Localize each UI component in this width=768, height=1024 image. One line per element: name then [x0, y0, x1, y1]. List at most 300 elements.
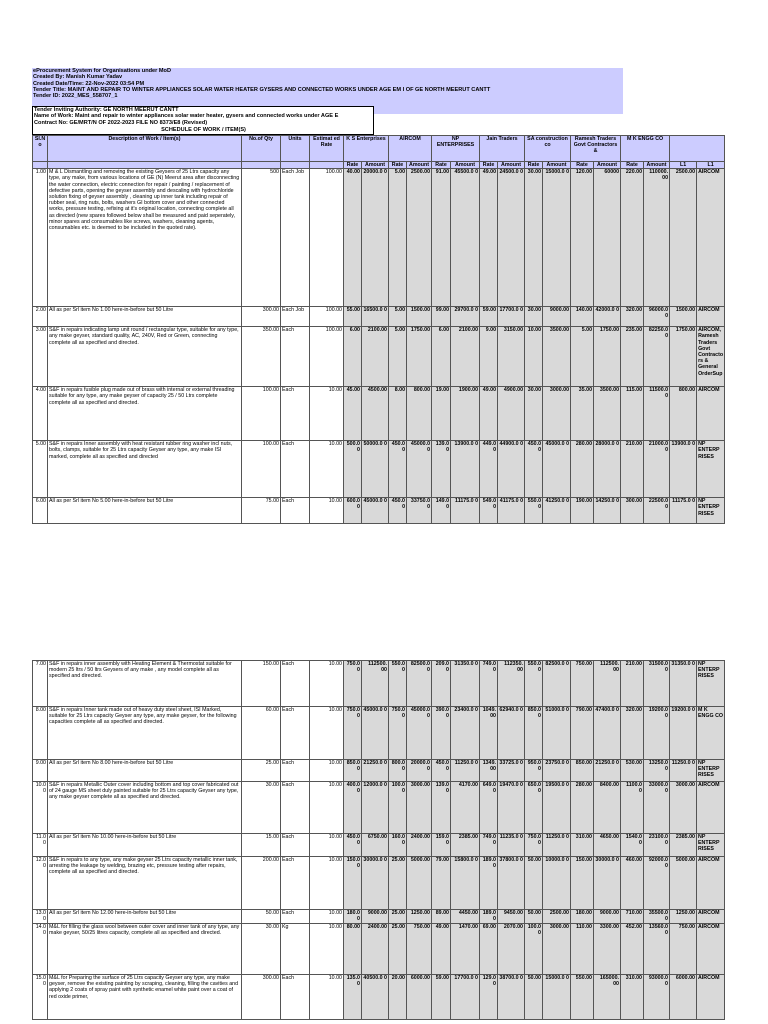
table-row — [33, 760, 725, 782]
cell-units: Each — [281, 441, 310, 498]
cell-rate: 450.00 — [344, 834, 362, 857]
cell-amount: 1900.00 — [451, 387, 480, 441]
cell-rate: 40.00 — [344, 169, 362, 307]
cell-amount: 11250.0 0 — [543, 834, 571, 857]
cell-amount: 8400.00 — [594, 782, 621, 834]
cell-rate: 6.00 — [344, 327, 362, 387]
cell-qty: 150.00 — [242, 661, 281, 707]
cell-rate: 100.0 0 — [389, 782, 407, 834]
cell-l1-amount: 5000.00 — [670, 857, 697, 910]
cell-rate: 280.00 — [571, 441, 594, 498]
cell-amount: 165000. 00 — [594, 975, 621, 1020]
cell-amount: 17700.0 0 — [451, 975, 480, 1020]
cell-rate: 850.00 — [525, 707, 543, 760]
cell-l1-amount: 1250.00 — [670, 910, 697, 924]
cell-estimated-rate: 10.00 — [310, 857, 344, 910]
cell-amount: 22500.0 0 — [644, 498, 670, 524]
cell-rate: 450.0 0 — [389, 441, 407, 498]
cell-rate: 120.00 — [571, 169, 594, 307]
cell-l1-name: AIRCOM — [697, 307, 725, 327]
cell-amount: 2070.00 — [498, 924, 525, 975]
cell-slno: 10.0 0 — [33, 782, 48, 834]
cell-amount: 16500.0 0 — [362, 307, 389, 327]
cell-rate: 750.00 — [344, 707, 362, 760]
cell-amount: 110000. 00 — [644, 169, 670, 307]
cell-description: All as per Srl item No 1.00 here-in-before but 50 Litre — [48, 307, 242, 327]
cell-amount: 112500. 00 — [362, 661, 389, 707]
cell-amount: 6750.00 — [362, 834, 389, 857]
cell-amount: 24500.0 0 — [498, 169, 525, 307]
cell-description: S&F in repairs Inner assembly with heat resistant rubber ring washer incl nuts, bolts, clamps, suitable for 25 Ltrs capacity Geyser any type, any make ISI marked, complete all as specified and directed — [48, 441, 242, 498]
cell-amount: 33750.0 0 — [407, 498, 432, 524]
cell-rate: 159.00 — [432, 834, 451, 857]
cell-qty: 30.00 — [242, 924, 281, 975]
col-header-bidder: K S Enterprises — [344, 136, 389, 162]
cell-amount: 17700.0 0 — [498, 307, 525, 327]
cell-rate: 35.00 — [571, 387, 594, 441]
cell-rate: 235.00 — [621, 327, 644, 387]
cell-amount: 45000.0 0 — [407, 441, 432, 498]
table-row — [33, 327, 725, 387]
cell-slno: 7.00 — [33, 661, 48, 707]
cell-amount: 50000.0 0 — [362, 441, 389, 498]
cell-amount: 3000.00 — [543, 387, 571, 441]
cell-description: S&F in repairs indicating lamp unit round / rectangular type, suitable for any type, any make geyser, standard quality, AC, 240V, Red or Green, connecting complete all as specified and directed. — [48, 327, 242, 387]
contract-no: Contract No: GE/MRT/N OF 2022-2023 FILE NO 8373/E8 (Revised) — [32, 120, 374, 128]
cell-rate: 300.00 — [621, 498, 644, 524]
cell-rate: 550.00 — [525, 498, 543, 524]
table-row — [33, 782, 725, 834]
col-subheader-amount: Amount — [543, 162, 571, 169]
cell-l1-name: NP ENTERP RISES — [697, 441, 725, 498]
cell-rate: 390.00 — [432, 707, 451, 760]
cell-rate: 99.00 — [432, 307, 451, 327]
cell-amount: 23750.0 0 — [543, 760, 571, 782]
cell-amount: 19500.0 0 — [543, 782, 571, 834]
cell-amount: 15000.0 0 — [543, 169, 571, 307]
tender-authority: Tender Inviting Authority: GE NORTH MEERUT CANTT — [32, 106, 374, 115]
cell-rate: 280.00 — [571, 782, 594, 834]
col-subheader-blank — [48, 162, 242, 169]
cell-amount: 4170.00 — [451, 782, 480, 834]
cell-description: S&F in repairs Inner tank made out of heavy duty steel sheet, ISI Marked, suitable for 25 Ltrs capacity Geyser any type, any make geyser, for the following capacities complete all as specified and directed. — [48, 707, 242, 760]
cell-amount: 45000.0 0 — [543, 441, 571, 498]
cell-l1-name: NP ENTERP RISES — [697, 834, 725, 857]
cell-rate: 8.00 — [389, 387, 407, 441]
cell-rate: 790.00 — [571, 707, 594, 760]
cell-rate: 749.0 0 — [480, 834, 498, 857]
cell-rate: 530.00 — [621, 760, 644, 782]
col-subheader-blank — [242, 162, 281, 169]
col-subheader-l1: L1 — [670, 162, 697, 169]
created-by: Created By: Manish Kumar Yadav — [33, 74, 123, 81]
cell-amount: 9450.00 — [498, 910, 525, 924]
cell-amount: 9000.00 — [543, 307, 571, 327]
cell-l1-amount: 3000.00 — [670, 782, 697, 834]
col-subheader-amount: Amount — [498, 162, 525, 169]
cell-units: Each — [281, 327, 310, 387]
col-header-bidder: NP ENTERPRISES — [432, 136, 480, 162]
col-subheader-blank — [310, 162, 344, 169]
table-row — [33, 707, 725, 760]
cell-description: All as per Srl item No 10.00 here-in-before but 50 Litre — [48, 834, 242, 857]
cell-estimated-rate: 100.00 — [310, 169, 344, 307]
cell-rate: 25.00 — [389, 924, 407, 975]
cell-amount: 2400.00 — [362, 924, 389, 975]
cell-l1-name: AIRCOM — [697, 857, 725, 910]
cell-rate: 49.00 — [480, 387, 498, 441]
cell-rate: 100.00 — [525, 924, 543, 975]
cell-amount: 44900.0 0 — [498, 441, 525, 498]
cell-units: Each — [281, 857, 310, 910]
cell-amount: 1750.00 — [594, 327, 621, 387]
cell-amount: 29700.0 0 — [451, 307, 480, 327]
header-row — [33, 136, 725, 162]
cell-amount: 96000.0 0 — [644, 307, 670, 327]
cell-l1-amount: 13900.0 0 — [670, 441, 697, 498]
cell-rate: 5.00 — [389, 169, 407, 307]
cell-qty: 60.00 — [242, 707, 281, 760]
col-subheader-rate: Rate — [571, 162, 594, 169]
cell-amount: 1750.00 — [407, 327, 432, 387]
cell-rate: 210.00 — [621, 661, 644, 707]
cell-description: M & L Dismantling and removing the existing Geysers of 25 Ltrs capacity any type, any make, from various locations of GE (N) Meerut area after disconnecting the water connection, electric connection for repair / painting / replacement of defective parts, opening the geyser assembly and descaling with hydrochloride solution fixing of geyser assembly , cleaning up inner tank including repair of rubber seal, ring nuts, bolts, washers GI bottom cover and other connected works, pressure testing, refixing at it's original location, connecting complete all as directed (new spares followed below shall be measured and paid seperately, minor spares and consumables like screws, washers, cleaning agents, consumables etc. is deemed to be included in the quoted rate). — [48, 169, 242, 307]
cell-units: Each — [281, 975, 310, 1020]
cell-qty: 75.00 — [242, 498, 281, 524]
cell-rate: 5.00 — [389, 307, 407, 327]
cell-l1-amount: 11250.0 0 — [670, 760, 697, 782]
cell-slno: 9.00 — [33, 760, 48, 782]
cell-rate: 180.00 — [571, 910, 594, 924]
cell-rate: 59.00 — [480, 307, 498, 327]
tender-title: Tender Title: MAINT AND REPAIR TO WINTER APPLIANCES SOLAR WATER HEATER GYSERS AND CONNECTED WORKS UNDER AGE EM I OF GE NORTH MEERUT CANTT — [33, 86, 491, 93]
cell-estimated-rate: 10.00 — [310, 975, 344, 1020]
cell-estimated-rate: 10.00 — [310, 441, 344, 498]
cell-rate: 79.00 — [432, 857, 451, 910]
cell-amount: 3500.00 — [594, 387, 621, 441]
cell-rate: 310.00 — [621, 975, 644, 1020]
cell-amount: 14250.0 0 — [594, 498, 621, 524]
col-header-bidder: SA construction co — [525, 136, 571, 162]
cell-rate: 750.00 — [344, 661, 362, 707]
cell-estimated-rate: 10.00 — [310, 782, 344, 834]
cell-rate: 139.00 — [432, 782, 451, 834]
col-header-bidder: Jain Traders — [480, 136, 525, 162]
cell-amount: 4500.00 — [362, 387, 389, 441]
cell-amount: 1250.00 — [407, 910, 432, 924]
cell-qty: 50.00 — [242, 910, 281, 924]
table-row — [33, 857, 725, 910]
cell-qty: 300.00 — [242, 975, 281, 1020]
cell-amount: 4450.00 — [451, 910, 480, 924]
cell-rate: 30.00 — [525, 387, 543, 441]
cell-rate: 25.00 — [389, 910, 407, 924]
cell-amount: 4900.00 — [498, 387, 525, 441]
cell-rate: 209.00 — [432, 661, 451, 707]
cell-description: M&L for Preparing the surface of 25 Ltrs capacity Geyser any type, any make geyser, remove the existing painting by scraping, cleaning, filling the cavities and applying 2 coats of spray paint with synthetic enamel white paint over a coat of red oxide primer, — [48, 975, 242, 1020]
cell-amount: 23100.0 0 — [644, 834, 670, 857]
cell-l1-name: AIRCOM — [697, 782, 725, 834]
table-row — [33, 834, 725, 857]
cell-slno: 15.0 0 — [33, 975, 48, 1020]
cell-amount: 13560.0 0 — [644, 924, 670, 975]
cell-amount: 82500.0 0 — [407, 661, 432, 707]
cell-l1-name: AIRCOM, Ramesh Traders Govt Contracto rs & General OrderSup — [697, 327, 725, 387]
table-row — [33, 169, 725, 307]
col-subheader-amount: Amount — [451, 162, 480, 169]
cell-units: Each Job — [281, 169, 310, 307]
cell-rate: 450.00 — [432, 760, 451, 782]
schedule-table-page2 — [32, 660, 725, 1020]
cell-estimated-rate: 100.00 — [310, 307, 344, 327]
cell-amount: 9000.00 — [594, 910, 621, 924]
cell-rate: 650.00 — [525, 782, 543, 834]
cell-amount: 51000.0 0 — [543, 707, 571, 760]
cell-description: M&L for filling the glass wool between outer cover and inner tank of any type, any make geyser, 50/25 litres capacity, complete all as specified and directed. — [48, 924, 242, 975]
cell-rate: 50.00 — [525, 857, 543, 910]
table-row — [33, 910, 725, 924]
cell-l1-name: AIRCOM — [697, 387, 725, 441]
cell-rate: 450.0 0 — [389, 498, 407, 524]
cell-l1-name: NP ENTERP RISES — [697, 760, 725, 782]
cell-rate: 91.00 — [432, 169, 451, 307]
system-title: eProcurement System for Organisations under MoD — [33, 68, 172, 74]
cell-amount: 21250.0 0 — [362, 760, 389, 782]
cell-amount: 20000.0 0 — [407, 760, 432, 782]
cell-rate: 800.0 0 — [389, 760, 407, 782]
cell-rate: 30.00 — [525, 307, 543, 327]
subheader-row — [33, 162, 725, 169]
cell-l1-amount: 2500.00 — [670, 169, 697, 307]
cell-description: S&F in repairs inner assembly with Heating Element & Thermostat suitable for modern 25 ltrs / 50 ltrs Geysers of any make , any model complete all as specified and directed. — [48, 661, 242, 707]
cell-l1-amount: 800.00 — [670, 387, 697, 441]
cell-l1-name: NP ENTERP RISES — [697, 661, 725, 707]
table-row — [33, 387, 725, 441]
cell-estimated-rate: 10.00 — [310, 760, 344, 782]
cell-slno: 12.0 0 — [33, 857, 48, 910]
cell-estimated-rate: 10.00 — [310, 707, 344, 760]
cell-rate: 49.00 — [480, 169, 498, 307]
cell-l1-name: AIRCOM — [697, 975, 725, 1020]
col-subheader-blank — [281, 162, 310, 169]
cell-amount: 41175.0 0 — [498, 498, 525, 524]
cell-amount: 30000.0 0 — [362, 857, 389, 910]
cell-amount: 23400.0 0 — [451, 707, 480, 760]
col-subheader-blank — [33, 162, 48, 169]
cell-rate: 850.00 — [344, 760, 362, 782]
cell-description: All as per Srl item No 5.00 here-in-before but 50 Litre — [48, 498, 242, 524]
cell-estimated-rate: 10.00 — [310, 910, 344, 924]
cell-rate: 45.00 — [344, 387, 362, 441]
col-subheader-amount: Amount — [644, 162, 670, 169]
cell-amount: 5000.00 — [407, 857, 432, 910]
cell-amount: 30000.0 0 — [594, 857, 621, 910]
cell-estimated-rate: 10.00 — [310, 834, 344, 857]
cell-estimated-rate: 10.00 — [310, 498, 344, 524]
cell-slno: 8.00 — [33, 707, 48, 760]
cell-rate: 129.0 0 — [480, 975, 498, 1020]
cell-qty: 15.00 — [242, 834, 281, 857]
table-row — [33, 441, 725, 498]
cell-qty: 300.00 — [242, 307, 281, 327]
col-header-l1-group — [670, 136, 725, 162]
cell-l1-amount: 6000.00 — [670, 975, 697, 1020]
cell-amount: 42000.0 0 — [594, 307, 621, 327]
cell-amount: 82250.0 0 — [644, 327, 670, 387]
cell-rate: 1540.0 0 — [621, 834, 644, 857]
cell-estimated-rate: 100.00 — [310, 327, 344, 387]
cell-amount: 45000.0 0 — [362, 707, 389, 760]
cell-rate: 59.00 — [432, 975, 451, 1020]
cell-rate: 5.00 — [571, 327, 594, 387]
cell-description: S&F in repairs Metallic Outer cover including bottom and top cover fabricated out of 24 gauge MS sheet duly painted suitable for 25 Ltrs capacity Geyser any type, any make geyser complete all as specified and directed. — [48, 782, 242, 834]
cell-amount: 3000.00 — [407, 782, 432, 834]
cell-amount: 19200.0 0 — [644, 707, 670, 760]
cell-amount: 13250.0 0 — [644, 760, 670, 782]
cell-rate: 5.00 — [389, 327, 407, 387]
cell-estimated-rate: 10.00 — [310, 661, 344, 707]
cell-l1-amount: 1750.00 — [670, 327, 697, 387]
cell-amount: 37800.0 0 — [498, 857, 525, 910]
cell-rate: 649.0 0 — [480, 782, 498, 834]
cell-rate: 1100.0 0 — [621, 782, 644, 834]
schedule-table-page1 — [32, 135, 725, 524]
col-subheader-rate: Rate — [344, 162, 362, 169]
cell-rate: 25.00 — [389, 857, 407, 910]
cell-estimated-rate: 10.00 — [310, 924, 344, 975]
cell-amount: 92000.0 0 — [644, 857, 670, 910]
col-subheader-rate: Rate — [389, 162, 407, 169]
cell-units: Each — [281, 760, 310, 782]
cell-rate: 50.00 — [525, 910, 543, 924]
col-header-estimated-rate: Estimat ed Rate — [310, 136, 344, 162]
cell-amount: 21250.0 0 — [594, 760, 621, 782]
cell-slno: 13.0 0 — [33, 910, 48, 924]
cell-rate: 950.00 — [525, 760, 543, 782]
cell-slno: 14.0 0 — [33, 924, 48, 975]
cell-amount: 750.00 — [407, 924, 432, 975]
created-datetime: Created Date/Time: 22-Nov-2022 03:54 PM — [33, 80, 145, 87]
cell-description: All as per Srl item No 12.00 here-in-before but 50 Litre — [48, 910, 242, 924]
cell-rate: 160.0 0 — [389, 834, 407, 857]
cell-amount: 1470.00 — [451, 924, 480, 975]
cell-rate: 69.00 — [480, 924, 498, 975]
cell-rate: 80.00 — [344, 924, 362, 975]
cell-rate: 55.00 — [344, 307, 362, 327]
cell-amount: 112350. 00 — [498, 661, 525, 707]
col-header-description: Description of Work / Item(s) — [48, 136, 242, 162]
table-row — [33, 975, 725, 1020]
cell-rate: 20.00 — [389, 975, 407, 1020]
cell-rate: 139.00 — [432, 441, 451, 498]
cell-rate: 452.00 — [621, 924, 644, 975]
cell-units: Kg — [281, 924, 310, 975]
cell-rate: 210.00 — [621, 441, 644, 498]
cell-units: Each Job — [281, 307, 310, 327]
table-row — [33, 498, 725, 524]
col-subheader-amount: Amount — [362, 162, 389, 169]
cell-amount: 45000.0 0 — [407, 707, 432, 760]
cell-amount: 28000.0 0 — [594, 441, 621, 498]
cell-units: Each — [281, 782, 310, 834]
schedule-title: SCHEDULE OF WORK / ITEM(S) — [32, 127, 374, 135]
cell-rate: 19.00 — [432, 387, 451, 441]
cell-amount: 35500.0 0 — [644, 910, 670, 924]
col-header-bidder: M K ENGG CO — [621, 136, 670, 162]
cell-amount: 41250.0 0 — [543, 498, 571, 524]
cell-amount: 4650.00 — [594, 834, 621, 857]
cell-amount: 21000.0 0 — [644, 441, 670, 498]
cell-rate: 320.00 — [621, 307, 644, 327]
cell-amount: 1500.00 — [407, 307, 432, 327]
cell-rate: 850.00 — [571, 760, 594, 782]
cell-rate: 135.00 — [344, 975, 362, 1020]
cell-units: Each — [281, 910, 310, 924]
cell-rate: 550.0 0 — [389, 661, 407, 707]
cell-l1-amount: 750.00 — [670, 924, 697, 975]
cell-rate: 320.00 — [621, 707, 644, 760]
cell-rate: 149.00 — [432, 498, 451, 524]
cell-rate: 189.0 0 — [480, 910, 498, 924]
cell-qty: 30.00 — [242, 782, 281, 834]
cell-units: Each — [281, 834, 310, 857]
cell-amount: 13900.0 0 — [451, 441, 480, 498]
col-subheader-rate: Rate — [432, 162, 451, 169]
cell-amount: 3000.00 — [543, 924, 571, 975]
cell-qty: 100.00 — [242, 387, 281, 441]
cell-rate: 110.00 — [571, 924, 594, 975]
cell-rate: 500.00 — [344, 441, 362, 498]
cell-amount: 45000.0 0 — [362, 498, 389, 524]
cell-description: S&F in repairs fusible plug made out of brass with internal or external threading suitable for any type, any make geyser of capacity 25 / 50 Ltrs complete complete all as specified and directed. — [48, 387, 242, 441]
cell-amount: 12000.0 0 — [362, 782, 389, 834]
cell-qty: 200.00 — [242, 857, 281, 910]
cell-amount: 45500.0 0 — [451, 169, 480, 307]
cell-l1-amount: 31350.0 0 — [670, 661, 697, 707]
cell-qty: 100.00 — [242, 441, 281, 498]
cell-amount: 112500. 00 — [594, 661, 621, 707]
cell-rate: 460.00 — [621, 857, 644, 910]
cell-slno: 6.00 — [33, 498, 48, 524]
cell-amount: 9000.00 — [362, 910, 389, 924]
col-header-bidder: AIRCOM — [389, 136, 432, 162]
cell-amount: 33000.0 0 — [644, 782, 670, 834]
cell-l1-name: AIRCOM — [697, 910, 725, 924]
cell-rate: 550.00 — [571, 975, 594, 1020]
cell-amount: 10000.0 0 — [543, 857, 571, 910]
cell-l1-amount: 19200.0 0 — [670, 707, 697, 760]
cell-amount: 62940.0 0 — [498, 707, 525, 760]
cell-rate: 115.00 — [621, 387, 644, 441]
cell-rate: 9.00 — [480, 327, 498, 387]
cell-amount: 33725.0 0 — [498, 760, 525, 782]
cell-rate: 150.00 — [344, 857, 362, 910]
cell-amount: 3300.00 — [594, 924, 621, 975]
cell-amount: 15000.0 0 — [543, 975, 571, 1020]
cell-l1-name: M K ENGG CO — [697, 707, 725, 760]
cell-rate: 710.00 — [621, 910, 644, 924]
cell-rate: 1349. 00 — [480, 760, 498, 782]
cell-rate: 189.0 0 — [480, 857, 498, 910]
cell-amount: 2385.00 — [451, 834, 480, 857]
col-header-qty: No.of Qty — [242, 136, 281, 162]
cell-slno: 2.00 — [33, 307, 48, 327]
cell-l1-name: AIRCOM — [697, 169, 725, 307]
col-subheader-l1-name: L1 — [697, 162, 725, 169]
cell-rate: 550.00 — [525, 661, 543, 707]
col-subheader-rate: Rate — [480, 162, 498, 169]
cell-rate: 50.00 — [525, 975, 543, 1020]
